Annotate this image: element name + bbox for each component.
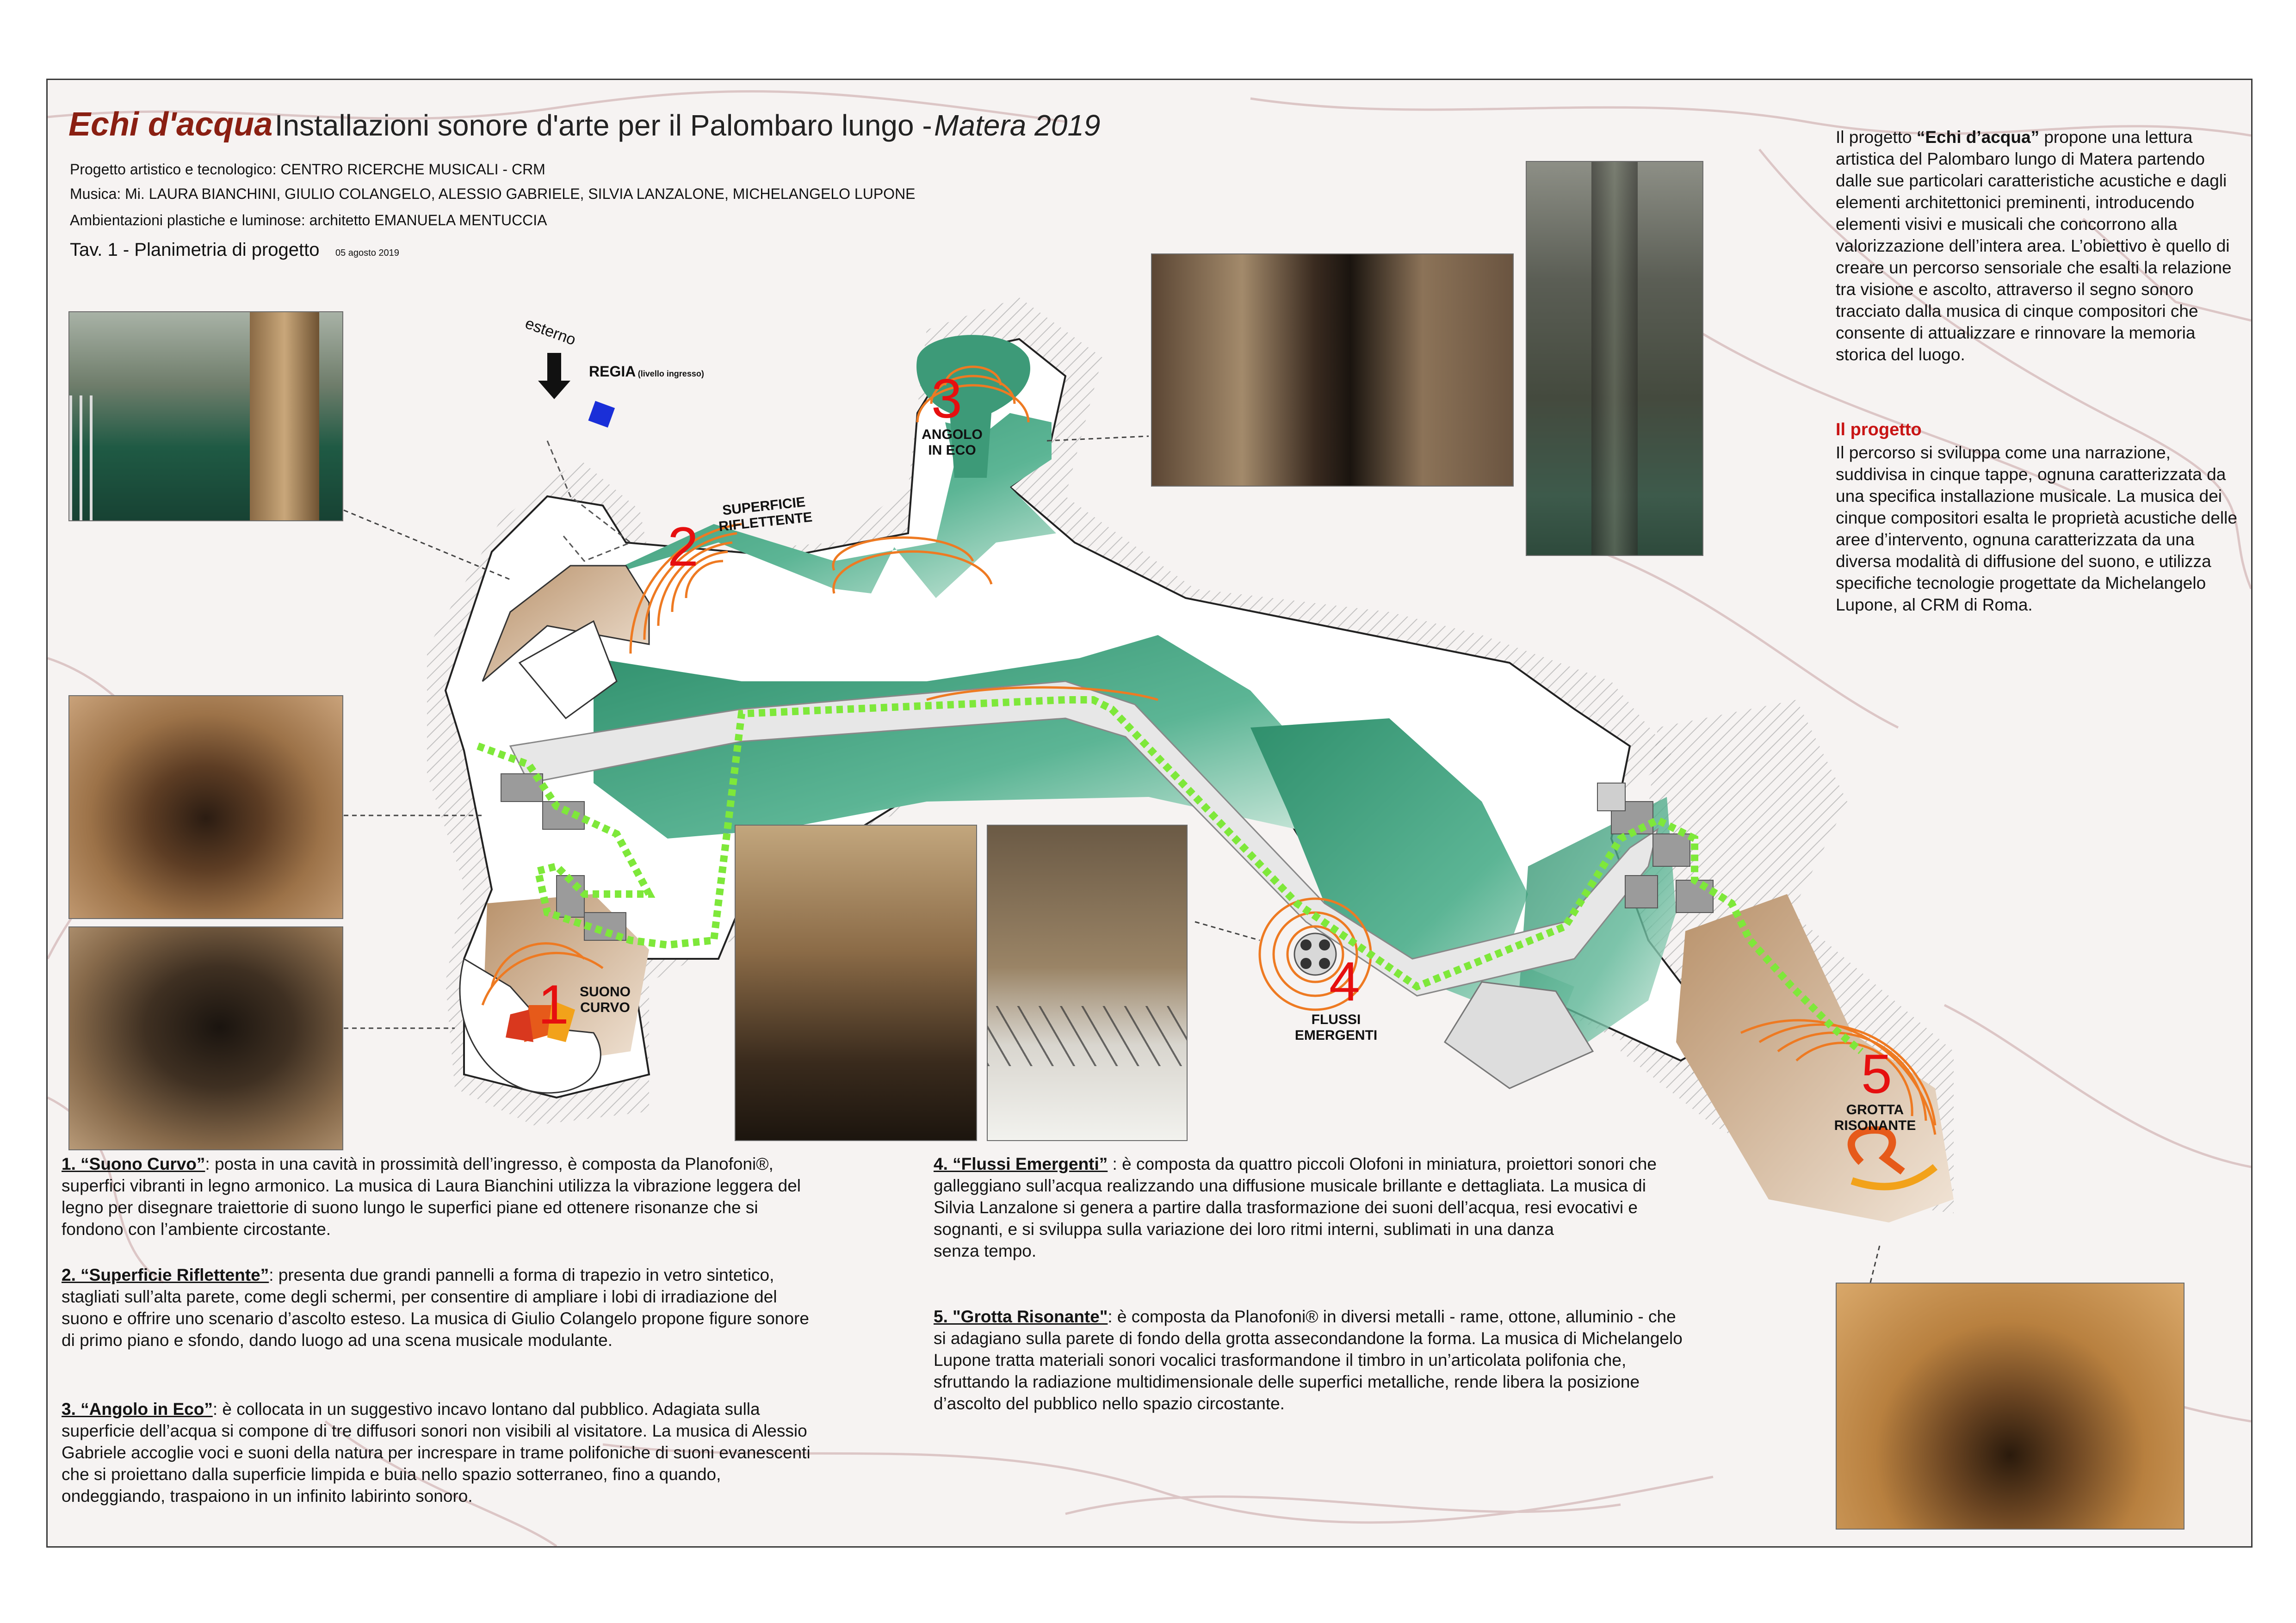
description-4-tail: senza tempo. (934, 1241, 1037, 1260)
station-3-number: 3 (931, 368, 962, 430)
plate-title: Tav. 1 - Planimetria di progetto (70, 240, 320, 260)
description-3-title: 3. “Angolo in Eco” (62, 1400, 213, 1419)
station-4-number: 4 (1329, 950, 1360, 1012)
credit-ambientazioni: Ambientazioni plastiche e luminose: architetto EMANUELA MENTUCCIA (70, 212, 547, 228)
intro-pre: Il progetto (1836, 128, 1917, 147)
regia-note: (livello ingresso) (637, 369, 704, 378)
plate-label (70, 240, 399, 260)
photo-arch-corridor (1151, 253, 1514, 487)
station-5-number: 5 (1861, 1043, 1892, 1105)
title-event: Matera 2019 (934, 109, 1101, 142)
progetto-text: Il percorso si sviluppa come una narrazione, suddivisa in cinque tappe, ognuna caratterizzata da una specifica installazione musicale. La musica dei cinque compositori esalta le proprietà acustiche delle aree d’intervento, ognuna caratterizzata da una diversa modalità di diffusione del suono, e utilizza specifiche tecnologie progettate da Michelangelo Lupone, al CRM di Roma. (1836, 443, 2237, 614)
credit-music: Musica: Mi. LAURA BIANCHINI, GIULIO COLANGELO, ALESSIO GABRIELE, SILVIA LANZALONE, MICHELANGELO LUPONE (70, 185, 916, 202)
photo-vertical-shaft (1526, 161, 1703, 556)
label-superficie: SUPERFICIE RIFLETTENTE (718, 494, 813, 535)
description-5 (934, 1306, 1688, 1414)
poster-frame (46, 79, 2253, 1548)
regia-label (589, 363, 704, 380)
intro-text (1836, 126, 2243, 365)
description-1 (62, 1153, 811, 1240)
description-4-text: : è composta da quattro piccoli Olofoni in miniatura, proiettori sonori che galleggiano sull’acqua realizzando una diffusione musicale brillante e dettagliata. La musica di Silvia Lanzalone si genera a partire dalla trasformazione dei suoni dell’acqua, resi evocativi e sognanti, e si sviluppa sulla variazione dei loro ritmi interni, sublimati in una danza (934, 1154, 1657, 1239)
regia-title: REGIA (589, 363, 636, 380)
description-5-title: 5. "Grotta Risonante" (934, 1307, 1108, 1326)
intro-bold: “Echi d’acqua” (1916, 128, 2040, 147)
photo-curved-cavity (68, 926, 343, 1150)
progetto-heading: Il progetto (1836, 420, 1922, 439)
regia-marker (588, 401, 615, 428)
description-4-title: 4. “Flussi Emergenti” (934, 1154, 1108, 1173)
description-1-text: : posta in una cavità in prossimità dell’ingresso, è composta da Planofoni®, superfici vibranti in legno armonico. La musica di Laura Bianchini utilizza la vibrazione leggera del legno per disegnare traiettorie di suono lungo le superfici piane ed ottenere risonanze che si fondono con l’ambiente circostante. (62, 1154, 801, 1239)
entrance-arrow-icon (538, 353, 570, 399)
photo-cistern-water (68, 311, 343, 521)
station-4-name: FLUSSI EMERGENTI (1294, 1012, 1378, 1043)
photo-cistern-wall (735, 825, 977, 1141)
description-4 (934, 1153, 1688, 1262)
description-3-text: : è collocata in un suggestivo incavo lontano dal pubblico. Adagiata sulla superficie dell’acqua si compone di tre diffusori sonori non visibili al visitatore. La musica di Alessio Gabriele accoglie voci e suoni della natura per increspare in trame polifoniche di suoni evanescenti che si proiettano dalla superficie limpida e buia nello spazio sotterraneo, fino a quando, ondeggiando, traspaiono in un infinito labirinto sonoro. (62, 1400, 811, 1506)
credit-artistic: Progetto artistico e tecnologico: CENTRO RICERCHE MUSICALI - CRM (70, 161, 545, 178)
esterno-label: esterno (523, 314, 578, 349)
title-main: Installazioni sonore d'arte per il Palombaro lungo - (274, 109, 932, 142)
station-1-number: 1 (538, 974, 569, 1036)
photo-vault-oculus (68, 695, 343, 919)
intro-post: propone una lettura artistica del Palombaro lungo di Matera partendo dalle sue particolari caratteristiche acustiche e dagli elementi architettonici preminenti, introducendo elementi visivi e musicali che concorrono alla valorizzazione dell’intera area. L’obiettivo è quello di creare un percorso sensoriale che esalti la relazione tra visione e ascolto, attraverso il segno sonoro tracciato dalla musica di cinque compositori che consente di attualizzare e rinnovare la memoria storica del luogo. (1836, 128, 2232, 364)
description-2-text: : presenta due grandi pannelli a forma di trapezio in vetro sintetico, stagliati sull’alta parete, come degli schermi, per consentire di ampliare i lobi di irradiazione del suono e offrire uno scenario d’ascolto esteso. La musica di Giulio Colangelo propone figure sonore di primo piano e sfondo, dando luogo ad una scena musicale modulante. (62, 1265, 809, 1350)
station-5-name: GROTTA RISONANTE (1834, 1102, 1916, 1133)
description-5-text: : è composta da Planofoni® in diversi metalli - rame, ottone, alluminio - che si adagiano sulla parete di fondo della grotta assecondandone la forma. La musica di Michelangelo Lupone tratta materiali sonori vocalici trasformandone il timbro in un’articolata polifonia che, sfruttando la radiazione multidimensionale delle superfici metalliche, rende libera la posizione d’ascolto del pubblico nello spazio circostante. (934, 1307, 1683, 1413)
description-2 (62, 1264, 811, 1351)
photo-grotta (1836, 1283, 2185, 1530)
photo-walkway-railing (987, 825, 1188, 1141)
description-2-title: 2. “Superficie Riflettente” (62, 1265, 269, 1284)
title-red: Echi d'acqua (68, 106, 273, 143)
plate-date: 05 agosto 2019 (335, 248, 399, 258)
poster-title (68, 105, 1101, 143)
description-3 (62, 1398, 811, 1507)
description-1-title: 1. “Suono Curvo” (62, 1154, 205, 1173)
station-3-name: ANGOLO IN ECO (922, 427, 983, 458)
station-2-number: 2 (668, 516, 699, 578)
station-1-name: SUONO CURVO (579, 984, 631, 1015)
